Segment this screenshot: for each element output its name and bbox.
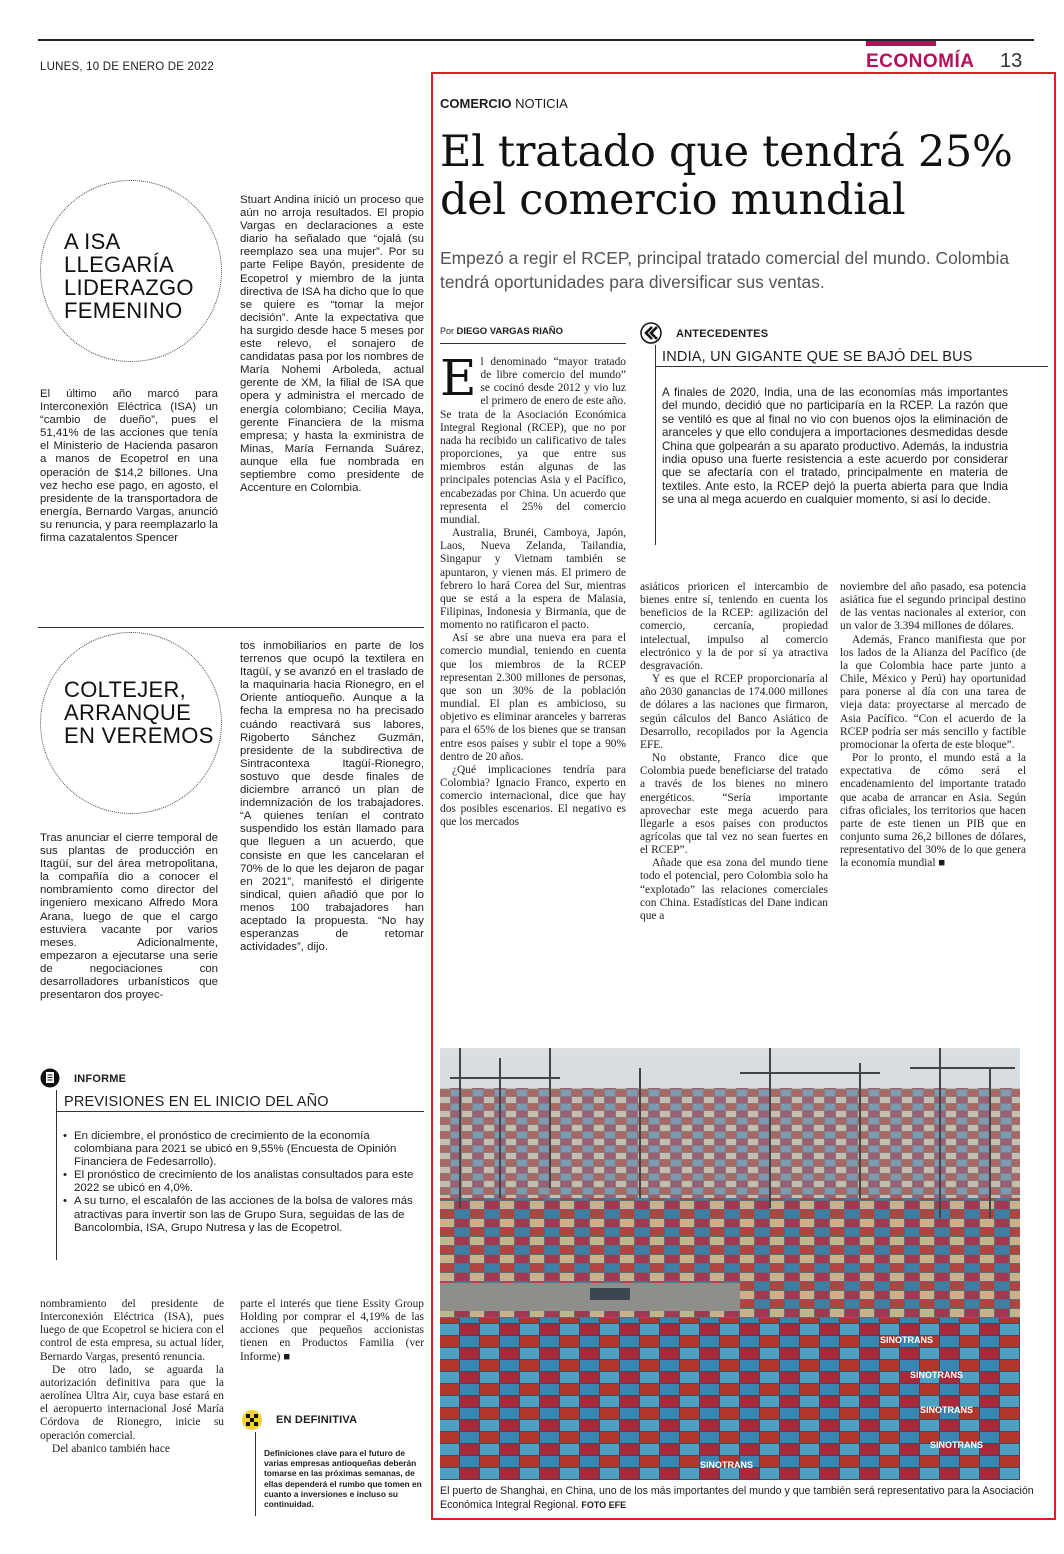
paragraph: Por lo pronto, el mundo está a la expectativa de cómo será el encadenamiento del importante tratado que acaba de arrancar en Asia. Según cifras oficiales, los territorios que hacen parte de este tienen un PIB que en conjunto suma 26,2 billones de dólares, representativo del 30% de lo que genera la economía mundial ■ <box>840 752 1026 870</box>
paragraph: De otro lado, se aguarda la autorización definitiva para que la aerolínea Ultra Air, cuya base estará en el aeropuerto internacional José María Córdova de Rionegro, inicie su operación comercial. <box>40 1363 224 1442</box>
coltejer-circle-title: COLTEJER, ARRANQUE EN VEREMOS <box>64 677 214 748</box>
lower-left-column-2 <box>240 1298 424 1364</box>
article-column-2 <box>640 581 828 923</box>
en-definitiva-label: EN DEFINITIVA <box>276 1414 358 1426</box>
brief-separator <box>38 627 424 628</box>
issue-date: LUNES, 10 DE ENERO DE 2022 <box>40 61 214 73</box>
paragraph: Y es que el RCEP proporcionaría al año 2030 ganancias de 174.000 millones de dólares a las naciones que firmaron, según cálculos del Banco Asiático de Desarrollo, recopilados por la Agencia EFE. <box>640 673 828 751</box>
isa-column-1: El último año marcó para Interconexión Eléctrica (ISA) un “cambio de dueño”, pues el 51,41% de las acciones que tenía el Ministerio de Hacienda pasaron a manos de Ecopetrol en una operación de $14,2 billones. Una vez hecho ese pago, en agosto, el presidente de la transportadora de energía, Bernardo Vargas, anunció su renuncia, y para reemplazarlo la firma cazatalentos Spencer <box>40 388 218 545</box>
informe-bullet: • A su turno, el escalafón de las acciones de la bolsa de valores más atractivas para invertir son las de Grupo Sura, seguidas de las de Bancolombia, ISA, Grupo Nutresa y las de Ecopetrol. <box>74 1195 424 1234</box>
lower-left-column-1 <box>40 1298 224 1456</box>
article-headline: El tratado que tendrá 25% del comercio mundial <box>440 127 1013 225</box>
en-definitiva-icon <box>241 1409 263 1431</box>
paragraph: ¿Qué implicaciones tendría para Colombia? Ignacio Franco, experto en comercio internacional, dice que hay dos posibles escenarios. El negativo es que los mercados <box>440 763 626 829</box>
antecedentes-label: ANTECEDENTES <box>676 328 769 340</box>
definitiva-rule-vertical <box>255 1432 256 1516</box>
paragraph: Del abanico también hace <box>52 1442 170 1455</box>
article-deck: Empezó a regir el RCEP, principal tratado comercial del mundo. Colombia tendrá oportunidades para diversificar sus ventas. <box>440 248 1010 292</box>
dropcap: E <box>440 349 477 407</box>
document-icon <box>40 1067 60 1089</box>
en-definitiva-text: Definiciones clave para el futuro de varias empresas antioqueñas deberán tomarse en las próximas semanas, de ellas dependerá el rumbo que tomen en cuanto a inversiones e incluso su continuidad. <box>264 1448 422 1510</box>
paragraph: Australia, Brunéi, Camboya, Japón, Laos, Nueva Zelanda, Tailandia, Singapur y Vietnam también se apuntaron, y vienen más. El primero de febrero lo hará Corea del Sur, mientras que se está a la espera de Malasia, Filipinas, Indonesia y Birmania, que de momento no ratificaron el pacto. <box>440 527 626 632</box>
article-column-1 <box>440 349 626 830</box>
paragraph: parte el interés que tiene Essity Group Holding por comprar el 4,19% de las acciones que pequeños accionistas tienen en Productos Familia (ver Informe) ■ <box>240 1298 424 1363</box>
section-accent-bar <box>866 41 936 46</box>
informe-label: INFORME <box>74 1073 127 1085</box>
container-label: SINOTRANS <box>700 1460 754 1470</box>
isa-column-2: Stuart Andina inició un proceso que aún no arroja resultados. El propio Vargas en declaraciones a este diario ha señalado que “ojalá (su reemplazo sea una mujer”. Por su parte Felipe Bayón, presidente de Ecopetrol y miembro de la junta directiva de ISA ha dicho que lo que se quiere es “tomar la mejor decisión”. Ante la expectativa que ha surgido desde hace 5 meses por este relevo, el sonajero de candidatas pasa por los nombres de María Nohemi Arboleda, actual gerente de XM, la filial de ISA que opera y administra el mercado de energía colombiano; Cecilia Maya, gerente Financiera de la misma empresa; y hasta la exministra de Minas, María Fernanda Suárez, aunque ella fue nombrada en septiembre como presidente de Accenture en Colombia. <box>240 194 424 495</box>
article-byline <box>440 326 563 337</box>
antecedentes-icon <box>640 322 662 344</box>
photo-credit: FOTO EFE <box>581 1499 627 1510</box>
paragraph: Además, Franco manifiesta que por los lados de la Alianza del Pacífico (de la que Colombia hace parte junto a Chile, México y Perú) hay oportunidad para ponerse al día con una tarea de vieja data: proyectarse al mercado de Asia Pacífico. “Con el acuerdo de la RCEP podría ser más sencillo y factible promocionar la oferta de este bloque”. <box>840 633 1026 751</box>
container-label: SINOTRANS <box>910 1370 964 1380</box>
isa-circle-title: A ISA LLEGARÍA LIDERAZGO FEMENINO <box>64 229 194 323</box>
informe-rule-vertical <box>56 1090 57 1260</box>
byline-rule <box>440 343 626 344</box>
kicker-type: NOTICIA <box>515 96 568 111</box>
container-label: SINOTRANS <box>930 1440 984 1450</box>
container-label: SINOTRANS <box>920 1405 974 1415</box>
article-kicker <box>440 96 568 111</box>
paragraph: Añade que esa zona del mundo tiene todo el potencial, pero Colombia solo ha “explotado” las relaciones comerciales con China. Estadísticas del Dane indican que a <box>640 857 828 922</box>
article-column-3 <box>840 581 1026 870</box>
coltejer-column-2: tos inmobiliarios en parte de los terrenos que ocupó la textilera en Itagüí, y se avanzó en el traslado de la maquinaria hacia Rionegro, en el Oriente antioqueño. Aunque a la fecha la empresa no ha precisado cuándo reactivará sus labores, Rigoberto Sánchez Guzmán, presidente de la subdirectiva de Sintracontexa Itagüí-Rionegro, sostuvo que desde finales de diciembre arrancó un plan de indemnización de los trabajadores. “A quienes tenían el contrato suspendido los están llamado para que lleguen a un acuerdo, que consiste en que les cancelaran el 70% de lo que les dejaron de pagar en 2021”, manifestó el dirigente sindical, quien añadió que por lo menos 100 trabajadores han aceptado la propuesta. “No hay esperanzas de retomar actividades”, dijo. <box>240 640 424 954</box>
paragraph: noviembre del año pasado, esa potencia asiática fue el segundo principal destino de las ventas nacionales al exterior, con un valor de 3.394 millones de dólares. <box>840 581 1026 633</box>
informe-rule <box>56 1111 424 1112</box>
byline-prefix: Por <box>440 326 455 336</box>
informe-title: PREVISIONES EN EL INICIO DEL AÑO <box>64 1094 329 1110</box>
antecedentes-text: A finales de 2020, India, una de las economías más importantes del mundo, decidió que no participaría en la RCEP. La razón que se ventiló es que al final no vio con buenos ojos la eliminación de aranceles y que ello condujera a importaciones desmedidas desde China que golpearán a su aparato productivo. Además, la industria india opuso una fuerte resistencia a este acuerdo por considerar que se afectaría con el tratado, principalmente en materia de textiles. Ante esto, la RCEP dejó la puerta abierta para que India se una al mega acuerdo en cualquier momento, si así lo decide. <box>662 386 1008 507</box>
informe-bullet: • En diciembre, el pronóstico de crecimiento de la economía colombiana para 2021 se ubicó en 9,55% (Encuesta de Opinión Financiera de Fedesarrollo). <box>74 1130 424 1169</box>
paragraph: l denominado “mayor tratado de libre comercio del mundo” se cocinó desde 2012 y vio luz el primero de enero de este año. Se trata de la Asociación Económica Integral Regional (RCEP), que no por nada ha recibido un calificativo de tales proporciones, ya que entre sus miembros están algunas de las principales potencias Asia y el Pacífico, encabezadas por China. Un acuerdo que representa el 25% del comercio mundial. <box>440 356 626 526</box>
page-number: 13 <box>1000 50 1023 72</box>
caption-text: El puerto de Shanghai, en China, uno de los más importantes del mundo y que también será representativo para la Asociación Económica Integral Regional. <box>440 1485 1034 1511</box>
paragraph: asiáticos prioricen el intercambio de bienes entre sí, teniendo en cuenta los beneficios de la RCEP: agilización del comercio, cercanía, propiedad intelectual, impulso al comercio electrónico y la de por sí ya atractiva desgravación. <box>640 581 828 672</box>
coltejer-column-1: Tras anunciar el cierre temporal de sus plantas de producción en Itagüí, sur del área metropolitana, la compañía dio a conocer el nombramiento como director del ingeniero mexicano Alfredo Mora Arana, luego de que el cargo estuviera vacante por varios meses. Adicionalmente, empezaron a ejecutarse una serie de negociaciones con desarrolladores urbanísticos que presentaron dos proyec- <box>40 832 218 1002</box>
antecedentes-rule-vertical <box>655 345 656 545</box>
informe-bullet: • El pronóstico de crecimiento de los analistas consultados para este 2022 se ubicó en 4,0%. <box>74 1169 424 1195</box>
section-name: ECONOMÍA <box>866 51 975 72</box>
byline-author: DIEGO VARGAS RIAÑO <box>456 326 563 337</box>
paragraph: nombramiento del presidente de Interconexión Eléctrica (ISA), pues luego de que Ecopetrol se hiciera con el control de esta empresa, su actual líder, Bernardo Vargas, presentó renuncia. <box>40 1298 224 1363</box>
container-label: SINOTRANS <box>880 1335 934 1345</box>
informe-bullets <box>60 1130 424 1235</box>
paragraph: Así se abre una nueva era para el comercio mundial, teniendo en cuenta que los miembros de la RCEP representan 2.300 millones de personas, que son un 30% de la población mundial. El plan es ambicioso, su objetivo es eliminar aranceles y barreras para el 65% de los bienes que se transan entre esos países y subir el tope a 90% dentro de 20 años. <box>440 632 626 763</box>
antecedentes-title: INDIA, UN GIGANTE QUE SE BAJÓ DEL BUS <box>662 349 973 365</box>
paragraph: No obstante, Franco dice que Colombia puede beneficiarse del tratado a través de los bienes no minero energéticos. “Sería importante aprovechar este mega acuerdo para llegarle a esos países con productos agrícolas que tal vez no sean fuertes en el RCEP”. <box>640 752 828 857</box>
antecedentes-rule <box>655 366 1048 367</box>
kicker-section: COMERCIO <box>440 96 512 111</box>
port-photo <box>440 1048 1020 1480</box>
photo-caption <box>440 1485 1050 1512</box>
